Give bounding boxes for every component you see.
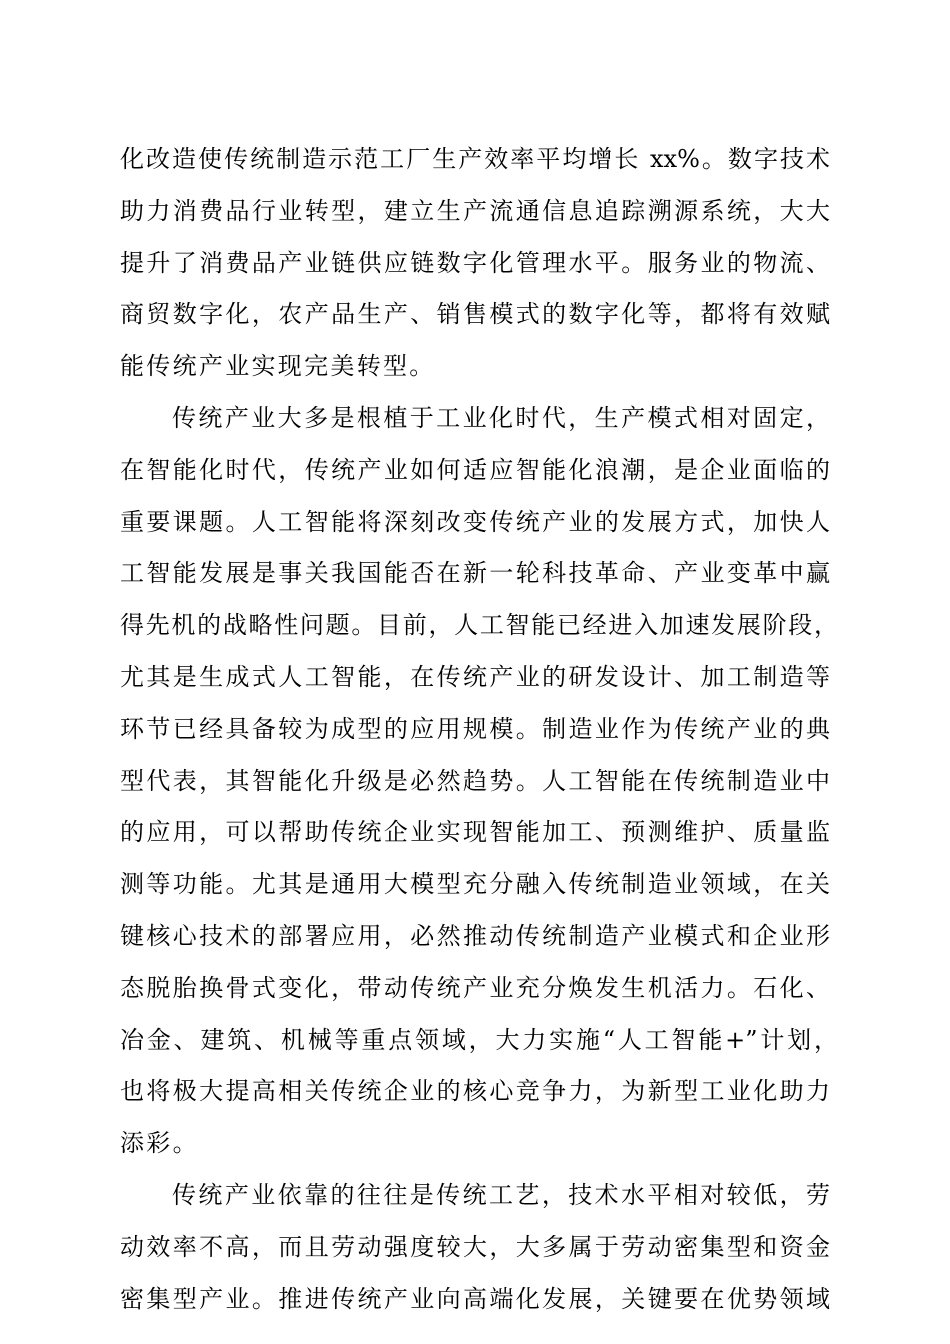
- text-line: 密集型产业。推进传统产业向高端化发展，关键要在优势领域: [120, 1284, 830, 1313]
- paragraph: [120, 393, 840, 1170]
- text-line: 得先机的战略性问题。目前，人工智能已经进入加速发展阶段，: [120, 611, 838, 640]
- text-line: 尤其是生成式人工智能，在传统产业的研发设计、加工制造等: [120, 662, 830, 691]
- document-body: [120, 134, 840, 1325]
- text-line: 在智能化时代，传统产业如何适应智能化浪潮，是企业面临的: [120, 455, 830, 484]
- text-line: 能传统产业实现完美转型。: [120, 352, 436, 381]
- paragraph: [120, 1170, 840, 1325]
- text-line: 助力消费品行业转型，建立生产流通信息追踪溯源系统，大大: [120, 196, 830, 225]
- text-line: 键核心技术的部署应用，必然推动传统制造产业模式和企业形: [120, 921, 830, 950]
- text-line: 测等功能。尤其是通用大模型充分融入传统制造业领域，在关: [120, 870, 830, 899]
- text-line: 也将极大提高相关传统企业的核心竞争力，为新型工业化助力: [120, 1077, 830, 1106]
- text-line: 添彩。: [120, 1129, 199, 1158]
- text-line: 商贸数字化，农产品生产、销售模式的数字化等，都将有效赋: [120, 300, 830, 329]
- text-line: 提升了消费品产业链供应链数字化管理水平。服务业的物流、: [120, 248, 830, 277]
- text-line: 重要课题。人工智能将深刻改变传统产业的发展方式，加快人: [120, 507, 830, 536]
- text-line: 态脱胎换骨式变化，带动传统产业充分焕发生机活力。石化、: [120, 973, 830, 1002]
- text-line: 环节已经具备较为成型的应用规模。制造业作为传统产业的典: [120, 714, 830, 743]
- text-line: 动效率不高，而且劳动强度较大，大多属于劳动密集型和资金: [120, 1232, 830, 1261]
- paragraph: [120, 134, 840, 393]
- text-line: 化改造使传统制造示范工厂生产效率平均增长 xx%。数字技术: [120, 145, 830, 173]
- text-line: 工智能发展是事关我国能否在新一轮科技革命、产业变革中赢: [120, 559, 830, 588]
- text-line: 的应用，可以帮助传统企业实现智能加工、预测维护、质量监: [120, 818, 830, 847]
- text-line: 传统产业依靠的往往是传统工艺，技术水平相对较低，劳: [172, 1180, 830, 1209]
- text-line: 传统产业大多是根植于工业化时代，生产模式相对固定，: [172, 403, 830, 432]
- text-line: 型代表，其智能化升级是必然趋势。人工智能在传统制造业中: [120, 766, 830, 795]
- text-line: 冶金、建筑、机械等重点领域，大力实施“人工智能+”计划，: [120, 1025, 838, 1054]
